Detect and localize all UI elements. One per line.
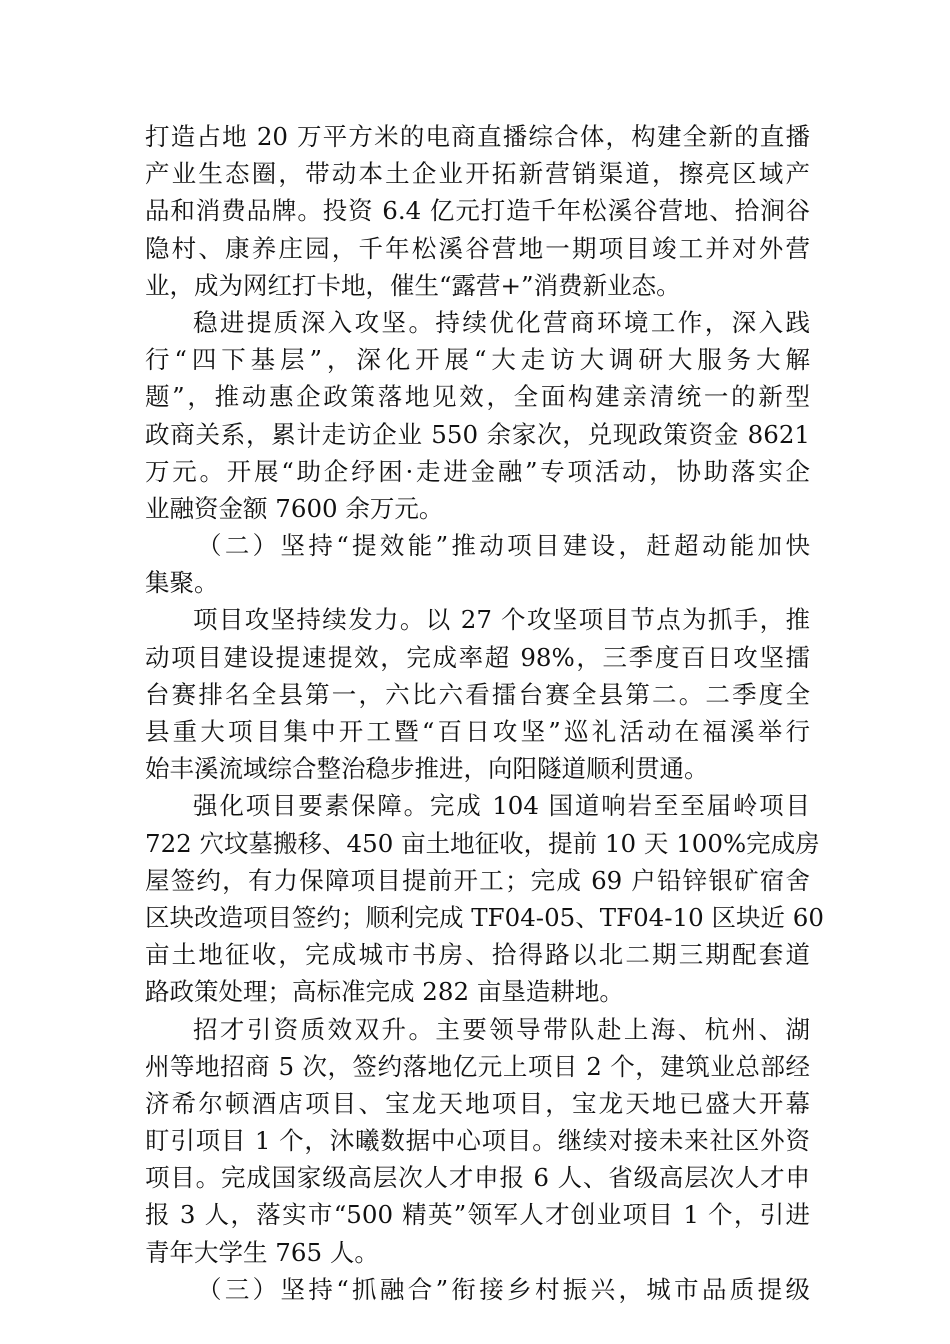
- text-line: （二）坚持“提效能”推动项目建设，赶超动能加快: [197, 531, 810, 561]
- text-line: 亩土地征收，完成城市书房、拾得路以北二期三期配套道: [145, 940, 810, 970]
- text-line: 产业生态圈，带动本土企业开拓新营销渠道，擦亮区域产: [145, 159, 810, 189]
- text-line: 路政策处理；高标准完成 282 亩垦造耕地。: [145, 977, 624, 1007]
- text-line: 动项目建设提速提效，完成率超 98%，三季度百日攻坚擂: [145, 642, 810, 672]
- text-line: 项目攻坚持续发力。以 27 个攻坚项目节点为抓手，推: [193, 605, 810, 635]
- text-line: 政商关系，累计走访企业 550 余家次，兑现政策资金 8621: [145, 419, 810, 449]
- text-line: 招才引资质效双升。主要领导带队赴上海、杭州、湖: [193, 1014, 810, 1044]
- text-line: 始丰溪流域综合整治稳步推进，向阳隧道顺利贯通。: [145, 754, 709, 784]
- text-line: 业，成为网红打卡地，催生“露营+”消费新业态。: [145, 270, 681, 300]
- text-line: 盯引项目 1 个，沐曦数据中心项目。继续对接未来社区外资: [145, 1126, 810, 1156]
- document-body: [145, 118, 824, 1308]
- text-line: 722 穴坟墓搬移、450 亩土地征收，提前 10 天 100%完成房: [145, 828, 820, 858]
- text-line: 屋签约，有力保障项目提前开工；完成 69 户铅锌银矿宿舍: [145, 865, 810, 895]
- text-line: 项目。完成国家级高层次人才申报 6 人、省级高层次人才申: [145, 1163, 810, 1193]
- text-line: 行“四下基层”，深化开展“大走访大调研大服务大解: [145, 345, 810, 375]
- text-line: 集聚。: [145, 568, 219, 598]
- text-line: 题”，推动惠企政策落地见效，全面构建亲清统一的新型: [145, 382, 810, 412]
- text-line: 隐村、康养庄园，千年松溪谷营地一期项目竣工并对外营: [145, 233, 810, 263]
- text-line: 县重大项目集中开工暨“百日攻坚”巡礼活动在福溪举行: [145, 717, 810, 746]
- text-line: 济希尔顿酒店项目、宝龙天地项目，宝龙天地已盛大开幕: [145, 1088, 810, 1118]
- text-line: 强化项目要素保障。完成 104 国道响岩至至届岭项目: [193, 791, 810, 821]
- text-line: 万元。开展“助企纾困·走进金融”专项活动，协助落实企: [145, 456, 810, 486]
- text-line: 打造占地 20 万平方米的电商直播综合体，构建全新的直播: [145, 122, 810, 151]
- text-line: 报 3 人，落实市“500 精英”领军人才创业项目 1 个，引进: [145, 1200, 810, 1230]
- text-line: （三）坚持“抓融合”衔接乡村振兴，城市品质提级: [197, 1274, 810, 1304]
- text-line: 青年大学生 765 人。: [145, 1237, 379, 1267]
- text-line: 稳进提质深入攻坚。持续优化营商环境工作，深入践: [193, 307, 810, 337]
- text-line: 品和消费品牌。投资 6.4 亿元打造千年松溪谷营地、拾涧谷: [145, 196, 810, 226]
- text-line: 区块改造项目签约；顺利完成 TF04-05、TF04-10 区块近 60: [145, 902, 824, 932]
- text-line: 业融资金额 7600 余万元。: [145, 493, 444, 523]
- text-line: 台赛排名全县第一，六比六看擂台赛全县第二。二季度全: [145, 679, 810, 709]
- text-line: 州等地招商 5 次，签约落地亿元上项目 2 个，建筑业总部经: [145, 1051, 810, 1081]
